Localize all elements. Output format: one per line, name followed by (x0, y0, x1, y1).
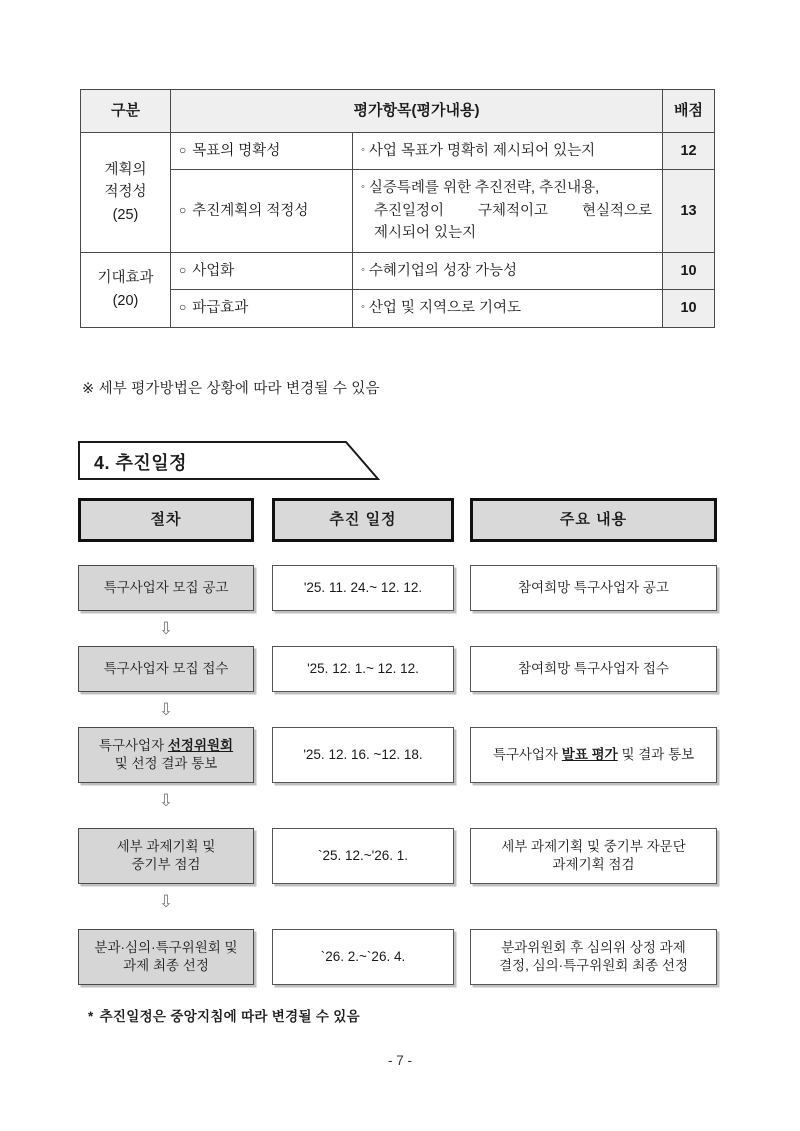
flow-step-line1-pre: 특구사업자 (98, 737, 168, 753)
evaluation-item-label: 추진계획의 적정성 (192, 202, 309, 219)
flow-content-emphasis: 발표 평가 (561, 746, 618, 762)
detail-line (361, 177, 654, 199)
flow-step-line2: 및 선정 결과 통보 (114, 756, 218, 771)
group-label-line1: 기대효과 (97, 270, 154, 287)
small-circle-marker-icon: ◦ (361, 263, 365, 276)
flow-schedule-box: '25. 12. 16. ~12. 18. (272, 727, 454, 783)
evaluation-table-note: ※ 세부 평가방법은 상황에 따라 변경될 수 있음 (82, 381, 380, 397)
asterisk-icon: * (88, 1009, 94, 1024)
flow-step-box (78, 727, 254, 783)
flow-schedule-box: '25. 12. 1.~ 12. 12. (272, 646, 454, 692)
section-heading-label: 4. 추진일정 (94, 453, 188, 473)
circle-marker-icon: ○ (179, 143, 187, 157)
group-label-line1: 계획의 (104, 161, 147, 178)
flow-step-box (78, 828, 254, 884)
flow-content-line1: 세부 과제기획 및 중기부 자문단 (501, 838, 686, 854)
schedule-footnote (88, 1005, 360, 1025)
flow-step-box: 특구사업자 모집 공고 (78, 565, 254, 611)
flow-step-text (99, 737, 233, 773)
group-label-line2: (20) (112, 292, 139, 309)
flow-schedule-box: `25. 12.~'26. 1. (272, 828, 454, 884)
flow-content-line2: 결정, 심의·특구위원회 최종 선정 (498, 958, 689, 973)
flow-content-box (470, 929, 717, 985)
detail-text: 사업 목표가 명확히 제시되어 있는지 (368, 143, 596, 159)
flow-step-line2: 과제 최종 선정 (123, 958, 209, 973)
evaluation-detail-cell (353, 170, 663, 252)
column-header-gubun: 구분 (81, 90, 171, 133)
score-cell: 13 (663, 170, 715, 252)
evaluation-detail-cell (353, 133, 663, 170)
flow-row (0, 565, 800, 611)
flow-step-line1: 세부 과제기획 및 (116, 838, 216, 854)
circle-marker-icon: ○ (179, 300, 187, 315)
evaluation-table-head (81, 90, 715, 133)
score-cell: 12 (663, 133, 715, 170)
flow-content-post: 및 결과 통보 (617, 746, 695, 762)
flow-arrow-down-icon: ⇩ (158, 791, 174, 810)
flow-content-box: 참여희망 특구사업자 접수 (470, 646, 717, 692)
flow-column-header-procedure: 절차 (78, 498, 254, 542)
table-header-row (81, 90, 715, 133)
table-row (81, 170, 715, 252)
page-number: - 7 - (387, 1053, 412, 1068)
flow-step-line2: 중기부 점검 (131, 857, 201, 872)
flow-row (0, 646, 800, 692)
column-header-score: 배점 (663, 90, 715, 133)
flow-row (0, 929, 800, 985)
table-row (81, 252, 715, 289)
flow-row (0, 727, 800, 783)
section-heading-schedule (78, 441, 388, 481)
flow-step-box: 특구사업자 모집 접수 (78, 646, 254, 692)
detail-line (361, 140, 654, 162)
flow-arrow-down-icon: ⇩ (158, 619, 174, 638)
evaluation-table (80, 89, 715, 328)
table-row (81, 133, 715, 170)
small-circle-marker-icon: ◦ (361, 144, 365, 156)
evaluation-item-cell (171, 252, 353, 289)
flow-content-line1: 분과위원회 후 심의위 상정 과제 (501, 939, 686, 955)
flow-step-line1: 분과·심의·특구위원회 및 (94, 939, 238, 955)
flow-step-text (117, 838, 216, 874)
group-label-line3: (25) (112, 206, 139, 223)
flow-arrow-down-icon: ⇩ (158, 700, 174, 719)
evaluation-detail-cell (353, 252, 663, 289)
evaluation-detail-cell (353, 290, 663, 327)
score-cell: 10 (663, 252, 715, 289)
circle-marker-icon: ○ (179, 202, 187, 217)
flow-content-line2: 과제기획 점검 (552, 857, 635, 872)
evaluation-item-label: 목표의 명확성 (192, 143, 281, 159)
circle-marker-icon: ○ (179, 262, 187, 277)
flow-schedule-box: '25. 11. 24.~ 12. 12. (272, 565, 454, 611)
evaluation-item-label: 사업화 (192, 262, 235, 279)
flow-schedule-box: `26. 2.~`26. 4. (272, 929, 454, 985)
flow-arrow-down-icon: ⇩ (158, 892, 174, 911)
detail-text: 실증특례를 위한 추진전략, 추진내용, (368, 180, 600, 197)
score-cell: 10 (663, 290, 715, 327)
evaluation-item-cell (171, 170, 353, 252)
small-circle-marker-icon: ◦ (361, 181, 365, 194)
flow-content-pre: 특구사업자 (492, 746, 562, 762)
detail-line (361, 260, 654, 282)
small-circle-marker-icon: ◦ (361, 301, 365, 314)
group-cell-expected-effect (81, 252, 171, 327)
detail-text: 산업 및 지역으로 기여도 (368, 300, 522, 317)
flow-header-row (0, 498, 800, 544)
flow-content-text (499, 939, 688, 975)
evaluation-item-cell (171, 133, 353, 170)
evaluation-item-label: 파급효과 (192, 300, 249, 317)
group-label-line2: 적정성 (104, 184, 147, 201)
schedule-footnote-text: 추진일정은 중앙지침에 따라 변경될 수 있음 (99, 1009, 360, 1024)
table-row (81, 290, 715, 327)
detail-line: 제시되어 있는지 (374, 225, 477, 242)
detail-text: 수혜기업의 성장 가능성 (368, 262, 518, 279)
flow-content-box: 참여희망 특구사업자 공고 (470, 565, 717, 611)
flow-content-text (493, 746, 694, 764)
flow-column-header-content: 주요 내용 (470, 498, 717, 542)
flow-step-line1-emphasis: 선정위원회 (167, 737, 234, 753)
column-header-evaluation-item: 평가항목(평가내용) (171, 90, 663, 133)
evaluation-item-cell (171, 290, 353, 327)
flow-content-box (470, 727, 717, 783)
detail-line (361, 297, 654, 319)
flow-row (0, 828, 800, 884)
group-cell-plan-adequacy (81, 133, 171, 253)
flow-step-text (94, 939, 237, 975)
flow-content-text (501, 838, 686, 874)
evaluation-table-container (80, 89, 714, 328)
flow-step-box (78, 929, 254, 985)
flow-column-header-schedule: 추진 일정 (272, 498, 454, 542)
detail-line: 추진일정이 구체적이고 현실적으로 (374, 202, 653, 219)
flow-content-box (470, 828, 717, 884)
evaluation-table-body (81, 133, 715, 328)
